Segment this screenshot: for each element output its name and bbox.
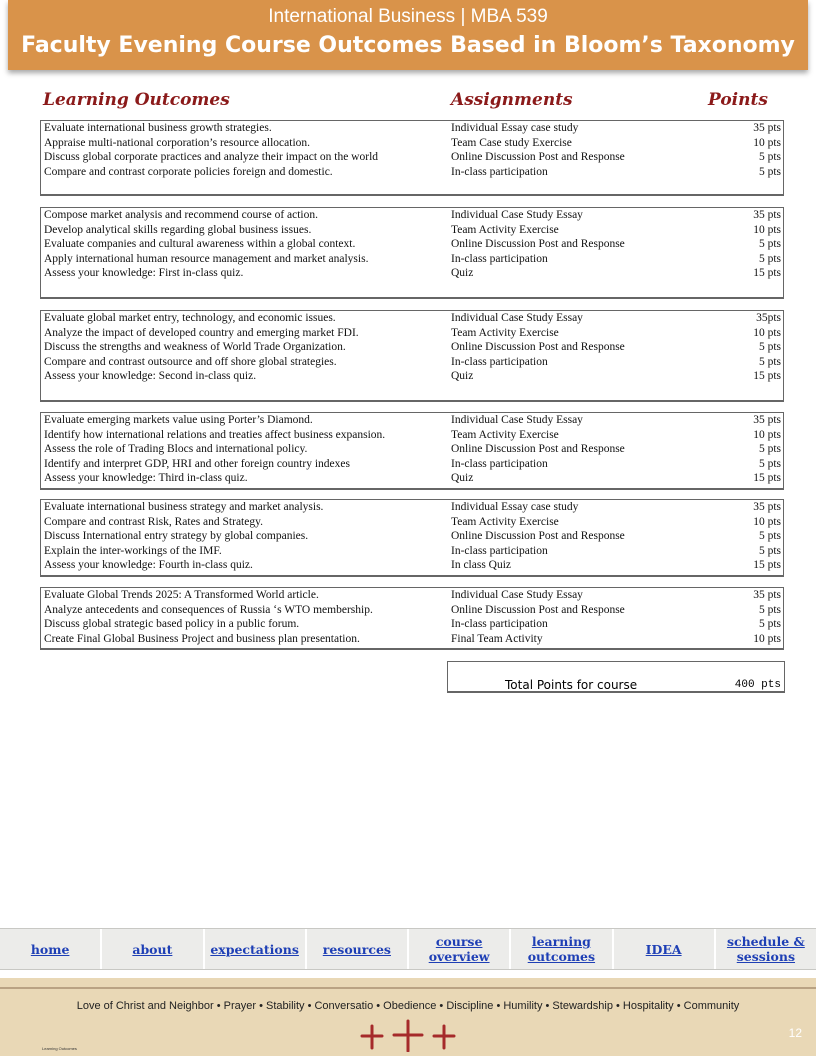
- outcome-block: [40, 120, 784, 196]
- points-value: 5 pts: [758, 355, 781, 368]
- points-value: 35pts: [756, 312, 781, 324]
- assignment-text: In-class participation: [451, 252, 548, 265]
- outcome-text: Evaluate companies and cultural awareness within a global context.: [44, 238, 356, 250]
- points-value: 5 pts: [758, 151, 781, 163]
- nav-about[interactable]: about: [102, 929, 204, 969]
- outcome-row: [41, 136, 783, 151]
- points-value: 5 pts: [758, 618, 781, 630]
- assignment-text: In class Quiz: [451, 559, 512, 571]
- assignment-text: Online Discussion Post and Response: [451, 603, 625, 616]
- assignment-text: Final Team Activity: [451, 632, 543, 645]
- outcome-row: [41, 471, 783, 486]
- crosses-icon: [358, 1018, 458, 1052]
- points-value: 5 pts: [758, 443, 781, 455]
- outcome-text: Appraise multi-national corporation’s resource allocation.: [44, 136, 311, 149]
- outcome-row: [41, 311, 783, 326]
- points-value: 10 pts: [753, 632, 781, 645]
- outcome-text: Assess your knowledge: Third in-class quiz.: [44, 472, 248, 484]
- bottom-nav: [0, 928, 816, 970]
- points-value: 35 pts: [753, 589, 781, 601]
- outcome-row: [41, 369, 783, 384]
- outcome-text: Assess your knowledge: Second in-class quiz.: [44, 370, 257, 382]
- outcome-text: Assess your knowledge: First in-class quiz.: [44, 267, 244, 279]
- assignment-text: Team Activity Exercise: [451, 326, 559, 339]
- outcome-row: [41, 529, 783, 544]
- outcome-row: [41, 208, 783, 223]
- nav-idea[interactable]: IDEA: [614, 929, 716, 969]
- assignment-text: In-class participation: [451, 165, 548, 178]
- outcome-row: [41, 500, 783, 515]
- points-value: 35 pts: [753, 122, 781, 134]
- tiny-caption: Learning Outcomes: [42, 1046, 77, 1051]
- page-number: 12: [788, 1026, 802, 1040]
- total-points-box: [447, 661, 785, 693]
- points-value: 10 pts: [753, 223, 781, 236]
- outcome-row: [41, 544, 783, 559]
- points-value: 10 pts: [753, 515, 781, 528]
- outcome-text: Compose market analysis and recommend course of action.: [44, 209, 319, 221]
- outcome-row: [41, 266, 783, 281]
- outcome-text: Evaluate international business growth strategies.: [44, 122, 272, 134]
- footer-values-text: Love of Christ and Neighbor • Prayer • Stability • Conversatio • Obedience • Discipline • Humility • Stewardship • Hospitality • Community: [76, 1000, 740, 1012]
- outcome-text: Apply international human resource management and market analysis.: [44, 252, 369, 265]
- assignment-text: Team Activity Exercise: [451, 223, 559, 236]
- points-value: 10 pts: [753, 136, 781, 149]
- outcome-text: Assess your knowledge: Fourth in-class quiz.: [44, 559, 253, 571]
- outcome-row: [41, 515, 783, 530]
- outcome-row: [41, 617, 783, 632]
- points-value: 5 pts: [758, 544, 781, 557]
- points-value: 15 pts: [753, 559, 781, 571]
- nav-home[interactable]: home: [0, 929, 102, 969]
- nav-expectations[interactable]: expectations: [205, 929, 307, 969]
- assignment-text: Individual Case Study Essay: [451, 312, 583, 324]
- outcome-text: Identify how international relations and treaties affect business expansion.: [44, 428, 386, 441]
- heading-assignments: Assignments: [451, 90, 573, 110]
- assignment-text: In-class participation: [451, 457, 548, 470]
- outcome-text: Evaluate global market entry, technology, and economic issues.: [44, 312, 336, 324]
- outcome-row: [41, 413, 783, 428]
- assignment-text: In-class participation: [451, 544, 548, 557]
- outcome-text: Compare and contrast Risk, Rates and Strategy.: [44, 515, 263, 528]
- assignment-text: Individual Case Study Essay: [451, 209, 583, 221]
- page-title: Faculty Evening Course Outcomes Based in Bloom’s Taxonomy: [21, 33, 795, 58]
- footer-divider: [0, 987, 816, 989]
- outcome-row: [41, 632, 783, 647]
- assignment-text: Team Case study Exercise: [451, 136, 572, 149]
- outcome-block: [40, 499, 784, 577]
- outcome-block: [40, 412, 784, 490]
- assignment-text: Individual Case Study Essay: [451, 414, 583, 426]
- total-points-value: 400 pts: [734, 679, 781, 691]
- points-value: 5 pts: [758, 165, 781, 178]
- points-value: 35 pts: [753, 501, 781, 513]
- points-value: 5 pts: [758, 252, 781, 265]
- assignment-text: Online Discussion Post and Response: [451, 341, 625, 353]
- assignment-text: Quiz: [451, 370, 474, 382]
- heading-learning-outcomes: Learning Outcomes: [43, 90, 230, 110]
- points-value: 15 pts: [753, 472, 781, 484]
- outcome-text: Discuss the strengths and weakness of World Trade Organization.: [44, 341, 346, 353]
- outcome-row: [41, 223, 783, 238]
- outcome-block: [40, 310, 784, 402]
- points-value: 5 pts: [758, 238, 781, 250]
- outcome-text: Assess the role of Trading Blocs and international policy.: [44, 443, 308, 455]
- outcome-row: [41, 457, 783, 472]
- points-value: 35 pts: [753, 414, 781, 426]
- outcome-row: [41, 558, 783, 573]
- assignment-text: Quiz: [451, 472, 474, 484]
- outcome-row: [41, 165, 783, 180]
- outcome-row: [41, 442, 783, 457]
- outcome-text: Evaluate emerging markets value using Porter’s Diamond.: [44, 414, 313, 426]
- assignment-text: Individual Case Study Essay: [451, 589, 583, 601]
- column-headings: [0, 90, 816, 112]
- outcome-text: Explain the inter-workings of the IMF.: [44, 544, 222, 557]
- points-value: 10 pts: [753, 326, 781, 339]
- assignment-text: Online Discussion Post and Response: [451, 530, 625, 542]
- points-value: 15 pts: [753, 370, 781, 382]
- outcome-text: Compare and contrast outsource and off shore global strategies.: [44, 355, 337, 368]
- outcome-text: Analyze the impact of developed country and emerging market FDI.: [44, 326, 359, 339]
- assignment-text: Online Discussion Post and Response: [451, 151, 625, 163]
- outcome-row: [41, 326, 783, 341]
- outcome-text: Discuss global corporate practices and analyze their impact on the world: [44, 151, 379, 163]
- page-header: [8, 0, 808, 70]
- outcome-block: [40, 207, 784, 299]
- assignment-text: Individual Essay case study: [451, 501, 579, 513]
- total-points-label: Total Points for course: [505, 678, 638, 692]
- assignment-text: Team Activity Exercise: [451, 428, 559, 441]
- assignment-text: Quiz: [451, 267, 474, 279]
- heading-points: Points: [708, 90, 768, 110]
- course-subtitle: International Business | MBA 539: [268, 6, 548, 27]
- points-value: 5 pts: [758, 341, 781, 353]
- outcome-row: [41, 121, 783, 136]
- outcome-row: [41, 252, 783, 267]
- assignment-text: Individual Essay case study: [451, 122, 579, 134]
- outcome-text: Discuss International entry strategy by global companies.: [44, 530, 309, 542]
- outcome-row: [41, 340, 783, 355]
- assignment-text: In-class participation: [451, 618, 548, 630]
- outcome-text: Evaluate international business strategy and market analysis.: [44, 501, 324, 513]
- assignment-text: Online Discussion Post and Response: [451, 443, 625, 455]
- outcome-row: [41, 150, 783, 165]
- outcome-row: [41, 428, 783, 443]
- assignment-text: Team Activity Exercise: [451, 515, 559, 528]
- outcome-text: Analyze antecedents and consequences of Russia ‘s WTO membership.: [44, 603, 373, 616]
- nav-learning-outcomes[interactable]: learning outcomes: [511, 929, 613, 969]
- points-value: 5 pts: [758, 530, 781, 542]
- points-value: 5 pts: [758, 457, 781, 470]
- outcome-text: Create Final Global Business Project and business plan presentation.: [44, 632, 360, 645]
- points-value: 15 pts: [753, 267, 781, 279]
- nav-schedule-sessions[interactable]: schedule & sessions: [726, 934, 805, 964]
- outcome-row: [41, 588, 783, 603]
- nav-resources[interactable]: resources: [307, 929, 409, 969]
- outcome-text: Develop analytical skills regarding global business issues.: [44, 223, 312, 236]
- points-value: 10 pts: [753, 428, 781, 441]
- outcome-text: Compare and contrast corporate policies foreign and domestic.: [44, 165, 333, 178]
- page-footer: [0, 978, 816, 1056]
- outcome-row: [41, 355, 783, 370]
- outcome-text: Discuss global strategic based policy in a public forum.: [44, 618, 300, 630]
- outcome-text: Evaluate Global Trends 2025: A Transformed World article.: [44, 589, 319, 601]
- outcome-row: [41, 237, 783, 252]
- assignment-text: Online Discussion Post and Response: [451, 238, 625, 250]
- outcome-row: [41, 603, 783, 618]
- points-value: 35 pts: [753, 209, 781, 221]
- assignment-text: In-class participation: [451, 355, 548, 368]
- points-value: 5 pts: [758, 603, 781, 616]
- nav-course-overview[interactable]: course overview: [409, 929, 511, 969]
- outcome-text: Identify and interpret GDP, HRI and other foreign country indexes: [44, 457, 350, 470]
- outcome-block: [40, 587, 784, 650]
